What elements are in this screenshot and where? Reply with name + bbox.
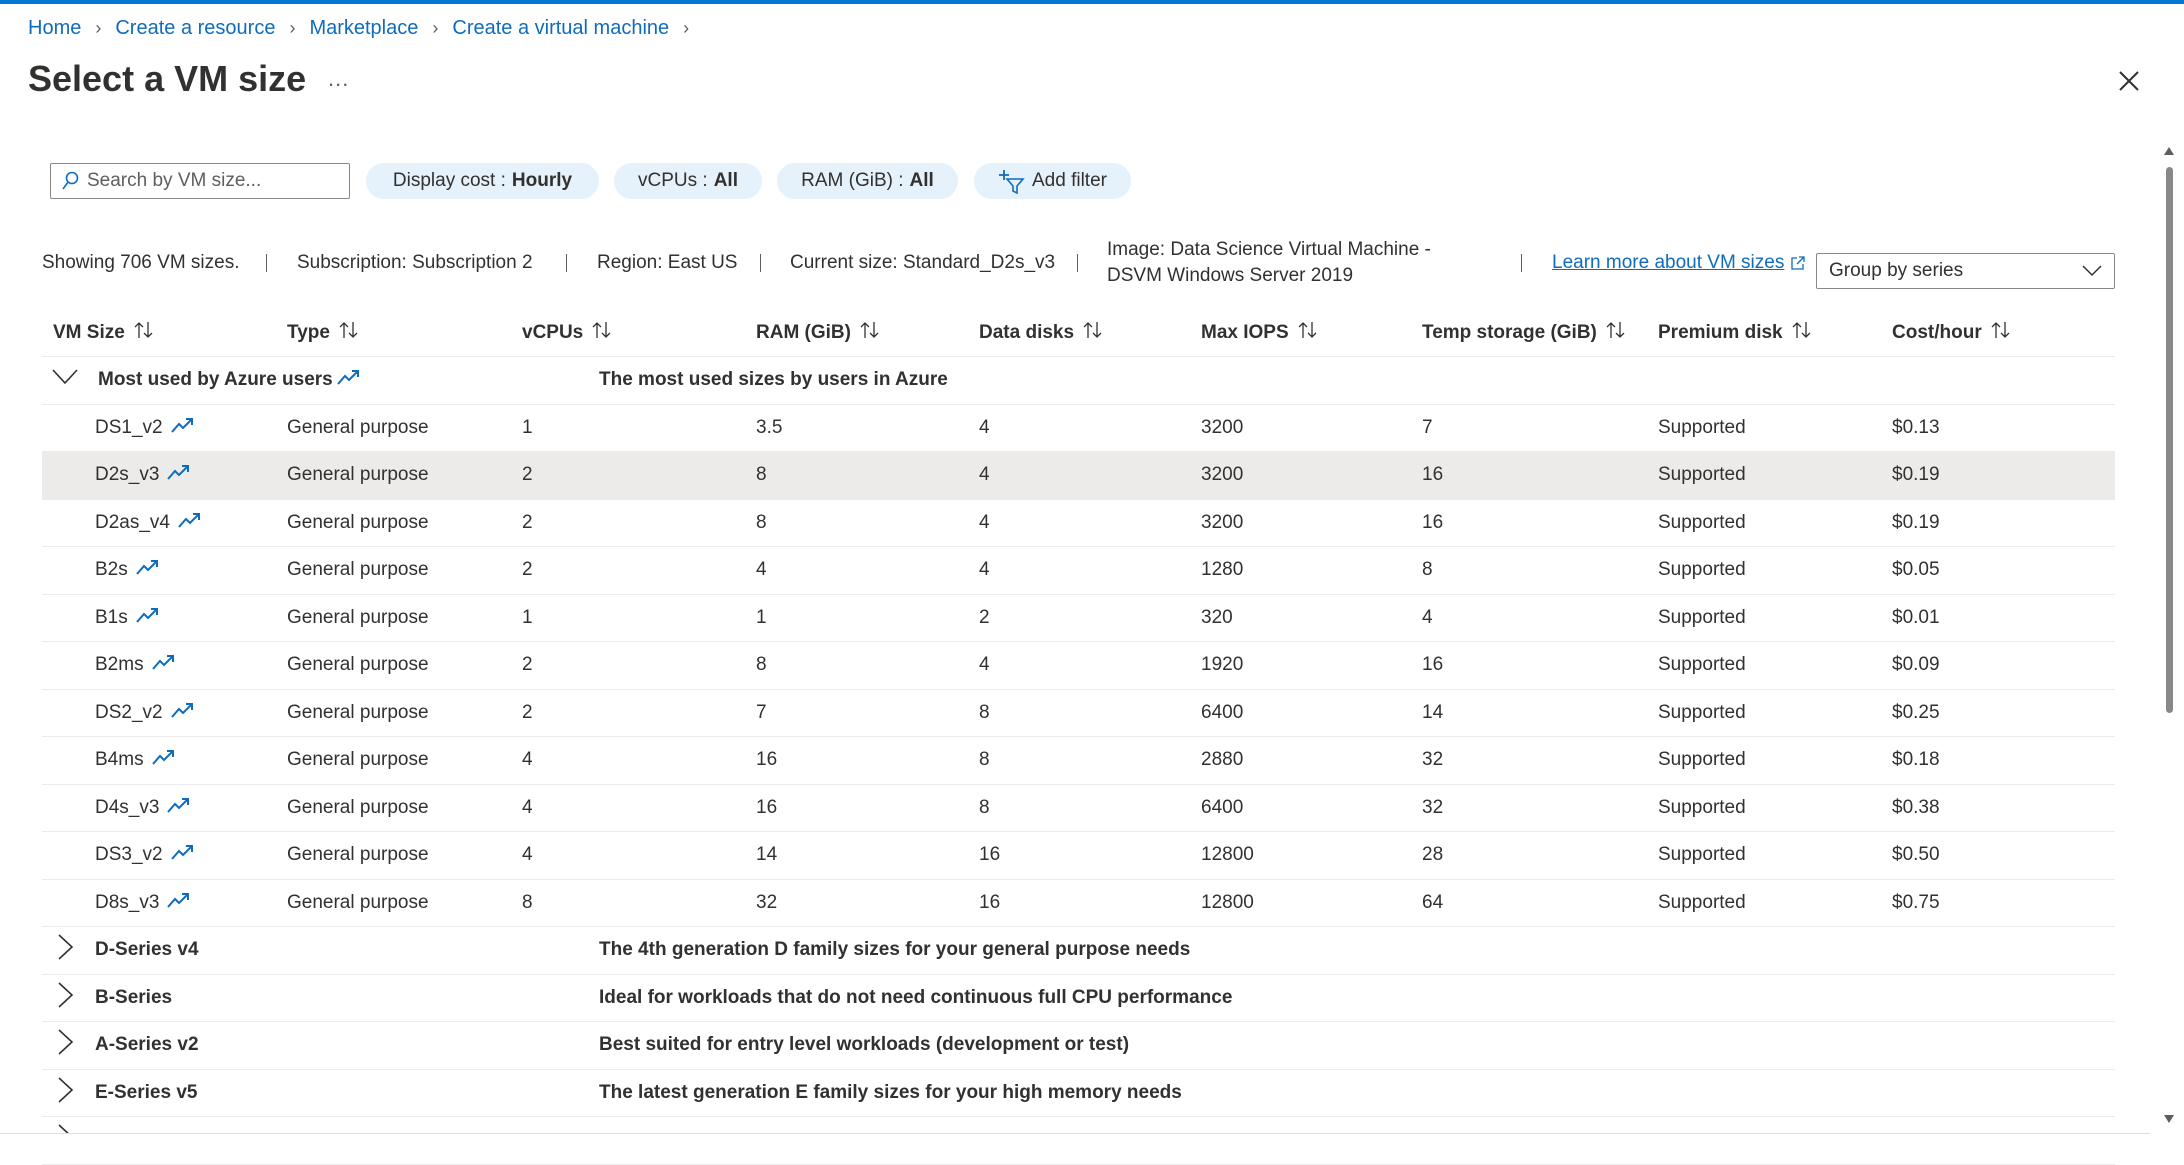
- cell-ram-gib: 3.5: [756, 416, 783, 438]
- column-header[interactable]: [1201, 320, 1319, 346]
- cell-ram-gib: 16: [756, 796, 778, 818]
- trending-icon: [178, 511, 202, 535]
- table-row[interactable]: [42, 500, 2115, 548]
- cell-cost-hour: $0.19: [1892, 464, 1940, 486]
- footer: [0, 1134, 2150, 1164]
- cell-temp-storage-gib: 28: [1422, 844, 1444, 866]
- table-row[interactable]: [42, 785, 2115, 833]
- cell-premium-disk: Supported: [1658, 701, 1746, 723]
- chevron-down-icon[interactable]: [52, 369, 78, 391]
- cell-type: General purpose: [287, 511, 429, 533]
- vm-size-name: B1s: [95, 606, 128, 628]
- cell-premium-disk: Supported: [1658, 796, 1746, 818]
- vm-size-name: DS3_v2: [95, 844, 163, 866]
- sort-icon[interactable]: [133, 320, 155, 346]
- cell-type: General purpose: [287, 464, 429, 486]
- sort-icon[interactable]: [1791, 320, 1813, 346]
- group-name: E-Series v5: [95, 1081, 198, 1103]
- add-filter-label: Add filter: [1032, 170, 1107, 191]
- table-row[interactable]: [42, 832, 2115, 880]
- vm-size-name: D2s_v3: [95, 464, 160, 486]
- cell-temp-storage-gib: 4: [1422, 606, 1433, 628]
- cell-premium-disk: Supported: [1658, 749, 1746, 771]
- cell-premium-disk: Supported: [1658, 559, 1746, 581]
- table-header: [42, 310, 2115, 357]
- vm-size-name: D4s_v3: [95, 796, 160, 818]
- cell-vcpus: 4: [522, 796, 533, 818]
- vm-size-name: B2ms: [95, 654, 144, 676]
- cell-ram-gib: 1: [756, 606, 767, 628]
- sort-icon[interactable]: [591, 320, 613, 346]
- page-title: Select a VM size: [28, 58, 307, 99]
- cell-data-disks: 16: [979, 844, 1001, 866]
- learn-more-label: Learn more about VM sizes: [1552, 252, 1785, 273]
- table-row[interactable]: [42, 737, 2115, 785]
- cell-max-iops: 3200: [1201, 416, 1244, 438]
- column-header[interactable]: [53, 320, 155, 346]
- vm-count: Showing 706 VM sizes.: [42, 252, 240, 273]
- filter-label: vCPUs :: [638, 170, 708, 191]
- filter-value: All: [713, 170, 738, 191]
- chevron-right-icon[interactable]: [58, 1029, 74, 1061]
- column-header-label: Data disks: [979, 322, 1075, 343]
- group-name: D-Series v4: [95, 939, 199, 961]
- cell-ram-gib: 7: [756, 701, 767, 723]
- ram-filter[interactable]: [777, 163, 958, 199]
- cell-data-disks: 4: [979, 464, 990, 486]
- column-header[interactable]: [1892, 320, 2012, 346]
- group-description: The most used sizes by users in Azure: [599, 369, 948, 391]
- cell-vcpus: 1: [522, 416, 533, 438]
- breadcrumb-create-resource[interactable]: Create a resource: [115, 17, 276, 39]
- cell-type: General purpose: [287, 844, 429, 866]
- chevron-right-icon: ›: [432, 18, 439, 38]
- cell-max-iops: 1920: [1201, 654, 1244, 676]
- sort-icon[interactable]: [1990, 320, 2012, 346]
- cell-premium-disk: Supported: [1658, 511, 1746, 533]
- cell-temp-storage-gib: 16: [1422, 511, 1444, 533]
- search-icon: [61, 171, 79, 191]
- trending-icon: [337, 368, 361, 392]
- column-header[interactable]: [1658, 320, 1813, 346]
- column-header[interactable]: [287, 320, 360, 346]
- cell-cost-hour: $0.38: [1892, 796, 1940, 818]
- cell-vcpus: 2: [522, 701, 533, 723]
- breadcrumb: [28, 17, 689, 40]
- cell-max-iops: 12800: [1201, 891, 1254, 913]
- group-name: B-Series: [95, 986, 173, 1008]
- cell-vcpus: 2: [522, 654, 533, 676]
- cell-cost-hour: $0.75: [1892, 891, 1940, 913]
- cell-data-disks: 4: [979, 654, 990, 676]
- cell-data-disks: 8: [979, 796, 990, 818]
- vm-size-name: B4ms: [95, 749, 144, 771]
- cell-data-disks: 8: [979, 749, 990, 771]
- cell-vcpus: 1: [522, 606, 533, 628]
- trending-icon: [152, 653, 176, 677]
- cell-data-disks: 16: [979, 891, 1001, 913]
- sort-icon[interactable]: [1297, 320, 1319, 346]
- current-size-info: Current size: Standard_D2s_v3: [790, 252, 1056, 273]
- cell-ram-gib: 8: [756, 511, 767, 533]
- learn-more-link[interactable]: [1552, 252, 1806, 274]
- cell-data-disks: 4: [979, 559, 990, 581]
- cell-cost-hour: $0.01: [1892, 606, 1940, 628]
- cell-type: General purpose: [287, 891, 429, 913]
- cell-temp-storage-gib: 16: [1422, 464, 1444, 486]
- cell-type: General purpose: [287, 796, 429, 818]
- cell-premium-disk: Supported: [1658, 416, 1746, 438]
- divider: [266, 254, 267, 272]
- group-description: The 4th generation D family sizes for your general purpose needs: [599, 939, 1191, 961]
- trending-icon: [171, 843, 195, 867]
- trending-icon: [136, 558, 160, 582]
- vm-size-name: D8s_v3: [95, 891, 160, 913]
- image-info-line2: DSVM Windows Server 2019: [1107, 265, 1354, 286]
- filter-label: Display cost :: [392, 170, 506, 191]
- cell-premium-disk: Supported: [1658, 464, 1746, 486]
- group-by-value: Group by series: [1829, 260, 1964, 281]
- chevron-right-icon: ›: [683, 18, 690, 38]
- cell-cost-hour: $0.19: [1892, 511, 1940, 533]
- trending-icon: [171, 416, 195, 440]
- cell-max-iops: 6400: [1201, 796, 1244, 818]
- group-description: Best suited for entry level workloads (development or test): [599, 1034, 1130, 1056]
- trending-icon: [136, 606, 160, 630]
- group-row[interactable]: [42, 1022, 2115, 1070]
- cell-temp-storage-gib: 32: [1422, 749, 1444, 771]
- table-row[interactable]: [42, 642, 2115, 690]
- chevron-right-icon[interactable]: [58, 1077, 74, 1109]
- cell-max-iops: 2880: [1201, 749, 1244, 771]
- cell-max-iops: 1280: [1201, 559, 1244, 581]
- filter-label: RAM (GiB) :: [801, 170, 904, 191]
- column-header[interactable]: [1422, 320, 1627, 346]
- cell-ram-gib: 14: [756, 844, 778, 866]
- search-box[interactable]: [50, 163, 350, 199]
- cell-cost-hour: $0.05: [1892, 559, 1940, 581]
- table-row[interactable]: [42, 405, 2115, 453]
- group-row[interactable]: [42, 1070, 2115, 1118]
- column-header-label: Max IOPS: [1201, 322, 1289, 343]
- table-row[interactable]: [42, 452, 2115, 500]
- cell-type: General purpose: [287, 701, 429, 723]
- table-row[interactable]: [42, 547, 2115, 595]
- cell-data-disks: 4: [979, 511, 990, 533]
- add-filter-button[interactable]: [974, 163, 1131, 199]
- divider: [760, 254, 761, 272]
- table-row[interactable]: [42, 880, 2115, 928]
- subscription-info: Subscription: Subscription 2: [297, 252, 533, 273]
- cell-vcpus: 4: [522, 844, 533, 866]
- top-accent-bar: [0, 0, 2184, 4]
- cell-ram-gib: 4: [756, 559, 767, 581]
- cell-temp-storage-gib: 7: [1422, 416, 1433, 438]
- scroll-up-icon[interactable]: [2164, 147, 2174, 155]
- cell-temp-storage-gib: 14: [1422, 701, 1444, 723]
- trending-icon: [167, 796, 191, 820]
- sort-icon[interactable]: [859, 320, 881, 346]
- divider: [1077, 254, 1078, 272]
- group-description: Ideal for workloads that do not need continuous full CPU performance: [599, 986, 1233, 1008]
- close-button[interactable]: [2114, 66, 2144, 96]
- cell-type: General purpose: [287, 749, 429, 771]
- group-row[interactable]: [42, 975, 2115, 1023]
- filter-value: Hourly: [511, 170, 573, 191]
- add-filter-icon: [998, 168, 1026, 194]
- external-link-icon: [1790, 255, 1806, 271]
- scroll-down-icon[interactable]: [2164, 1115, 2174, 1123]
- trending-icon: [152, 748, 176, 772]
- cell-data-disks: 8: [979, 701, 990, 723]
- group-description: The latest generation E family sizes for your high memory needs: [599, 1081, 1182, 1103]
- chevron-down-icon: [2082, 265, 2102, 277]
- column-header[interactable]: [756, 320, 881, 346]
- close-icon: [2114, 66, 2144, 96]
- region-info: Region: East US: [597, 252, 738, 273]
- search-input[interactable]: [87, 170, 337, 192]
- cell-premium-disk: Supported: [1658, 891, 1746, 913]
- table-row[interactable]: [42, 595, 2115, 643]
- breadcrumb-home[interactable]: Home: [28, 17, 82, 39]
- chevron-right-icon: ›: [289, 18, 296, 38]
- cell-temp-storage-gib: 32: [1422, 796, 1444, 818]
- column-header-label: VM Size: [53, 322, 125, 343]
- chevron-right-icon[interactable]: [58, 934, 74, 966]
- vm-size-name: DS2_v2: [95, 701, 163, 723]
- cell-vcpus: 2: [522, 511, 533, 533]
- group-row[interactable]: [42, 357, 2115, 405]
- cell-data-disks: 2: [979, 606, 990, 628]
- breadcrumb-create-vm[interactable]: Create a virtual machine: [452, 17, 670, 39]
- cell-temp-storage-gib: 16: [1422, 654, 1444, 676]
- filter-value: All: [909, 170, 934, 191]
- sort-icon[interactable]: [1605, 320, 1627, 346]
- cell-cost-hour: $0.09: [1892, 654, 1940, 676]
- cell-cost-hour: $0.13: [1892, 416, 1940, 438]
- sort-icon[interactable]: [1082, 320, 1104, 346]
- cell-temp-storage-gib: 8: [1422, 559, 1433, 581]
- breadcrumb-marketplace[interactable]: Marketplace: [309, 17, 419, 39]
- cell-vcpus: 2: [522, 464, 533, 486]
- chevron-right-icon: ›: [95, 18, 102, 38]
- group-by-dropdown[interactable]: [1816, 253, 2115, 289]
- image-info-line1: Image: Data Science Virtual Machine -: [1107, 239, 1431, 260]
- more-options-button[interactable]: ...: [328, 66, 350, 91]
- cell-ram-gib: 16: [756, 749, 778, 771]
- group-name: A-Series v2: [95, 1034, 199, 1056]
- column-header-label: vCPUs: [522, 322, 584, 343]
- cell-data-disks: 4: [979, 416, 990, 438]
- trending-icon: [167, 891, 191, 915]
- column-header-label: RAM (GiB): [756, 322, 851, 343]
- scrollbar[interactable]: [2162, 145, 2176, 1125]
- trending-icon: [171, 701, 195, 725]
- cell-temp-storage-gib: 64: [1422, 891, 1444, 913]
- group-name: Most used by Azure users: [98, 369, 333, 391]
- cell-max-iops: 3200: [1201, 464, 1244, 486]
- cell-vcpus: 4: [522, 749, 533, 771]
- cell-cost-hour: $0.25: [1892, 701, 1940, 723]
- vm-size-name: D2as_v4: [95, 511, 170, 533]
- cell-premium-disk: Supported: [1658, 606, 1746, 628]
- cell-max-iops: 3200: [1201, 511, 1244, 533]
- trending-icon: [167, 463, 191, 487]
- cell-max-iops: 320: [1201, 606, 1233, 628]
- cell-max-iops: 12800: [1201, 844, 1254, 866]
- cell-premium-disk: Supported: [1658, 844, 1746, 866]
- cell-cost-hour: $0.18: [1892, 749, 1940, 771]
- cell-premium-disk: Supported: [1658, 654, 1746, 676]
- cell-vcpus: 2: [522, 559, 533, 581]
- cell-type: General purpose: [287, 654, 429, 676]
- column-header[interactable]: [522, 320, 613, 346]
- display-cost-filter[interactable]: [366, 163, 599, 199]
- sort-icon[interactable]: [338, 320, 360, 346]
- scrollbar-thumb[interactable]: [2166, 167, 2173, 713]
- cell-vcpus: 8: [522, 891, 533, 913]
- cell-ram-gib: 32: [756, 891, 778, 913]
- vcpus-filter[interactable]: [614, 163, 762, 199]
- vm-size-name: DS1_v2: [95, 416, 163, 438]
- cell-type: General purpose: [287, 416, 429, 438]
- divider: [1521, 254, 1522, 272]
- column-header-label: Type: [287, 322, 330, 343]
- chevron-right-icon[interactable]: [58, 982, 74, 1014]
- group-row[interactable]: [42, 927, 2115, 975]
- vm-size-table: [42, 310, 2115, 1165]
- column-header-label: Cost/hour: [1892, 322, 1982, 343]
- cell-type: General purpose: [287, 559, 429, 581]
- column-header-label: Temp storage (GiB): [1422, 322, 1597, 343]
- divider: [566, 254, 567, 272]
- cell-cost-hour: $0.50: [1892, 844, 1940, 866]
- cell-max-iops: 6400: [1201, 701, 1244, 723]
- cell-ram-gib: 8: [756, 654, 767, 676]
- cell-ram-gib: 8: [756, 464, 767, 486]
- table-row[interactable]: [42, 690, 2115, 738]
- column-header[interactable]: [979, 320, 1104, 346]
- vm-size-name: B2s: [95, 559, 128, 581]
- cell-type: General purpose: [287, 606, 429, 628]
- column-header-label: Premium disk: [1658, 322, 1783, 343]
